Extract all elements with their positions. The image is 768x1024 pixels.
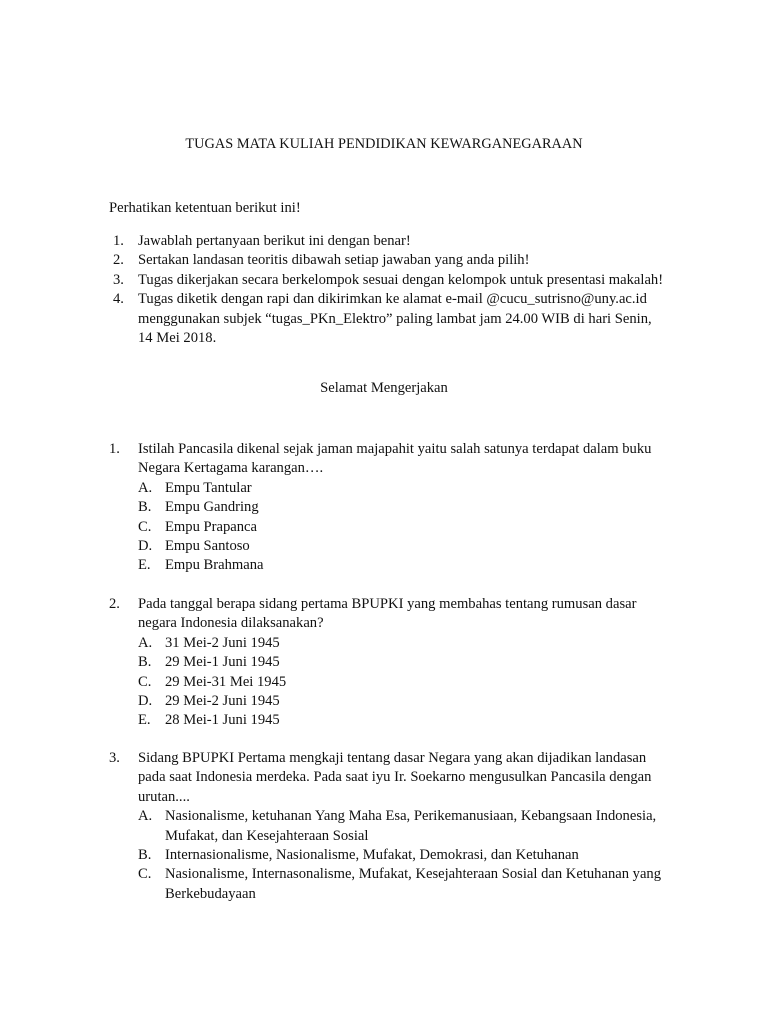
- option-text: 29 Mei-1 Juni 1945: [165, 654, 280, 671]
- answer-option: [109, 479, 669, 498]
- question-1: [109, 440, 669, 576]
- instruction-number: 3.: [113, 271, 124, 288]
- answer-option: [109, 556, 669, 575]
- instruction-item: [109, 290, 669, 348]
- option-letter: B.: [138, 654, 152, 671]
- option-letter: C.: [138, 518, 152, 535]
- instruction-text: Tugas dikerjakan secara berkelompok sesuai dengan kelompok untuk presentasi makalah!: [138, 271, 664, 288]
- option-letter: A.: [138, 634, 153, 651]
- option-text: Nasionalisme, Internasonalisme, Mufakat, Kesejahteraan Sosial dan Ketuhanan yang Berkebudayaan: [165, 866, 662, 902]
- question-2: [109, 595, 669, 731]
- option-text: 31 Mei-2 Juni 1945: [165, 634, 280, 651]
- question-number: 2.: [109, 596, 120, 612]
- answer-option: [109, 673, 669, 692]
- closing-line: Selamat Mengerjakan: [320, 380, 448, 396]
- answer-option: [109, 498, 669, 517]
- answer-option: [109, 653, 669, 672]
- question-number: 3.: [109, 750, 120, 766]
- instruction-number: 4.: [113, 291, 124, 308]
- answer-option: [109, 846, 669, 865]
- question-text: Sidang BPUPKI Pertama mengkaji tentang dasar Negara yang akan dijadikan landasan pada saat Indonesia merdeka. Pada saat iyu Ir. Soekarno mengusulkan Pancasila dengan urutan....: [138, 750, 652, 805]
- instruction-item: [109, 251, 669, 270]
- option-text: 29 Mei-2 Juni 1945: [165, 693, 280, 710]
- instruction-item: [109, 232, 669, 251]
- option-text: 28 Mei-1 Juni 1945: [165, 712, 280, 729]
- option-text: Empu Santoso: [165, 538, 250, 555]
- option-letter: B.: [138, 499, 152, 516]
- instruction-text: Jawablah pertanyaan berikut ini dengan benar!: [138, 233, 411, 249]
- instructions-list: [109, 232, 669, 348]
- instruction-number: 2.: [113, 252, 124, 269]
- option-letter: B.: [138, 847, 152, 864]
- option-text: Internasionalisme, Nasionalisme, Mufakat, Demokrasi, dan Ketuhanan: [165, 847, 579, 864]
- option-letter: D.: [138, 693, 153, 710]
- option-text: Empu Tantular: [165, 479, 252, 496]
- option-text: Empu Prapanca: [165, 518, 257, 535]
- answer-option: [109, 537, 669, 556]
- option-letter: E.: [138, 557, 151, 574]
- answer-options: [109, 634, 669, 731]
- answer-options: [109, 807, 669, 904]
- option-letter: D.: [138, 538, 153, 555]
- question-stem: [109, 595, 669, 634]
- instruction-item: [109, 271, 669, 290]
- option-letter: C.: [138, 866, 152, 883]
- answer-options: [109, 479, 669, 576]
- instructions-intro: Perhatikan ketentuan berikut ini!: [109, 200, 301, 216]
- question-text: Pada tanggal berapa sidang pertama BPUPKI yang membahas tentang rumusan dasar negara Indonesia dilaksanakan?: [138, 596, 637, 632]
- option-text: Empu Brahmana: [165, 557, 264, 574]
- answer-option: [109, 634, 669, 653]
- option-text: 29 Mei-31 Mei 1945: [165, 673, 287, 690]
- answer-option: [109, 711, 669, 730]
- instruction-text: Tugas diketik dengan rapi dan dikirimkan ke alamat e-mail @cucu_sutrisno@uny.ac.id menggunakan subjek “tugas_PKn_Elektro” paling lambat jam 24.00 WIB di hari Senin, 14 Mei 2018.: [138, 291, 652, 347]
- answer-option: [109, 865, 669, 904]
- answer-option: [109, 692, 669, 711]
- question-3: [109, 749, 669, 904]
- instruction-number: 1.: [113, 233, 124, 249]
- option-letter: A.: [138, 479, 153, 496]
- option-letter: E.: [138, 712, 151, 729]
- question-stem: [109, 440, 669, 479]
- question-number: 1.: [109, 441, 120, 457]
- answer-option: [109, 518, 669, 537]
- question-text: Istilah Pancasila dikenal sejak jaman majapahit yaitu salah satunya terdapat dalam buku Negara Kertagama karangan….: [138, 441, 652, 477]
- option-text: Nasionalisme, ketuhanan Yang Maha Esa, Perikemanusiaan, Kebangsaan Indonesia, Mufakat, dan Kesejahteraan Sosial: [165, 808, 657, 844]
- instruction-text: Sertakan landasan teoritis dibawah setiap jawaban yang anda pilih!: [138, 252, 530, 269]
- answer-option: [109, 807, 669, 846]
- option-text: Empu Gandring: [165, 499, 259, 516]
- option-letter: C.: [138, 673, 152, 690]
- option-letter: A.: [138, 808, 153, 825]
- question-stem: [109, 749, 669, 807]
- document-title: TUGAS MATA KULIAH PENDIDIKAN KEWARGANEGARAAN: [185, 136, 583, 152]
